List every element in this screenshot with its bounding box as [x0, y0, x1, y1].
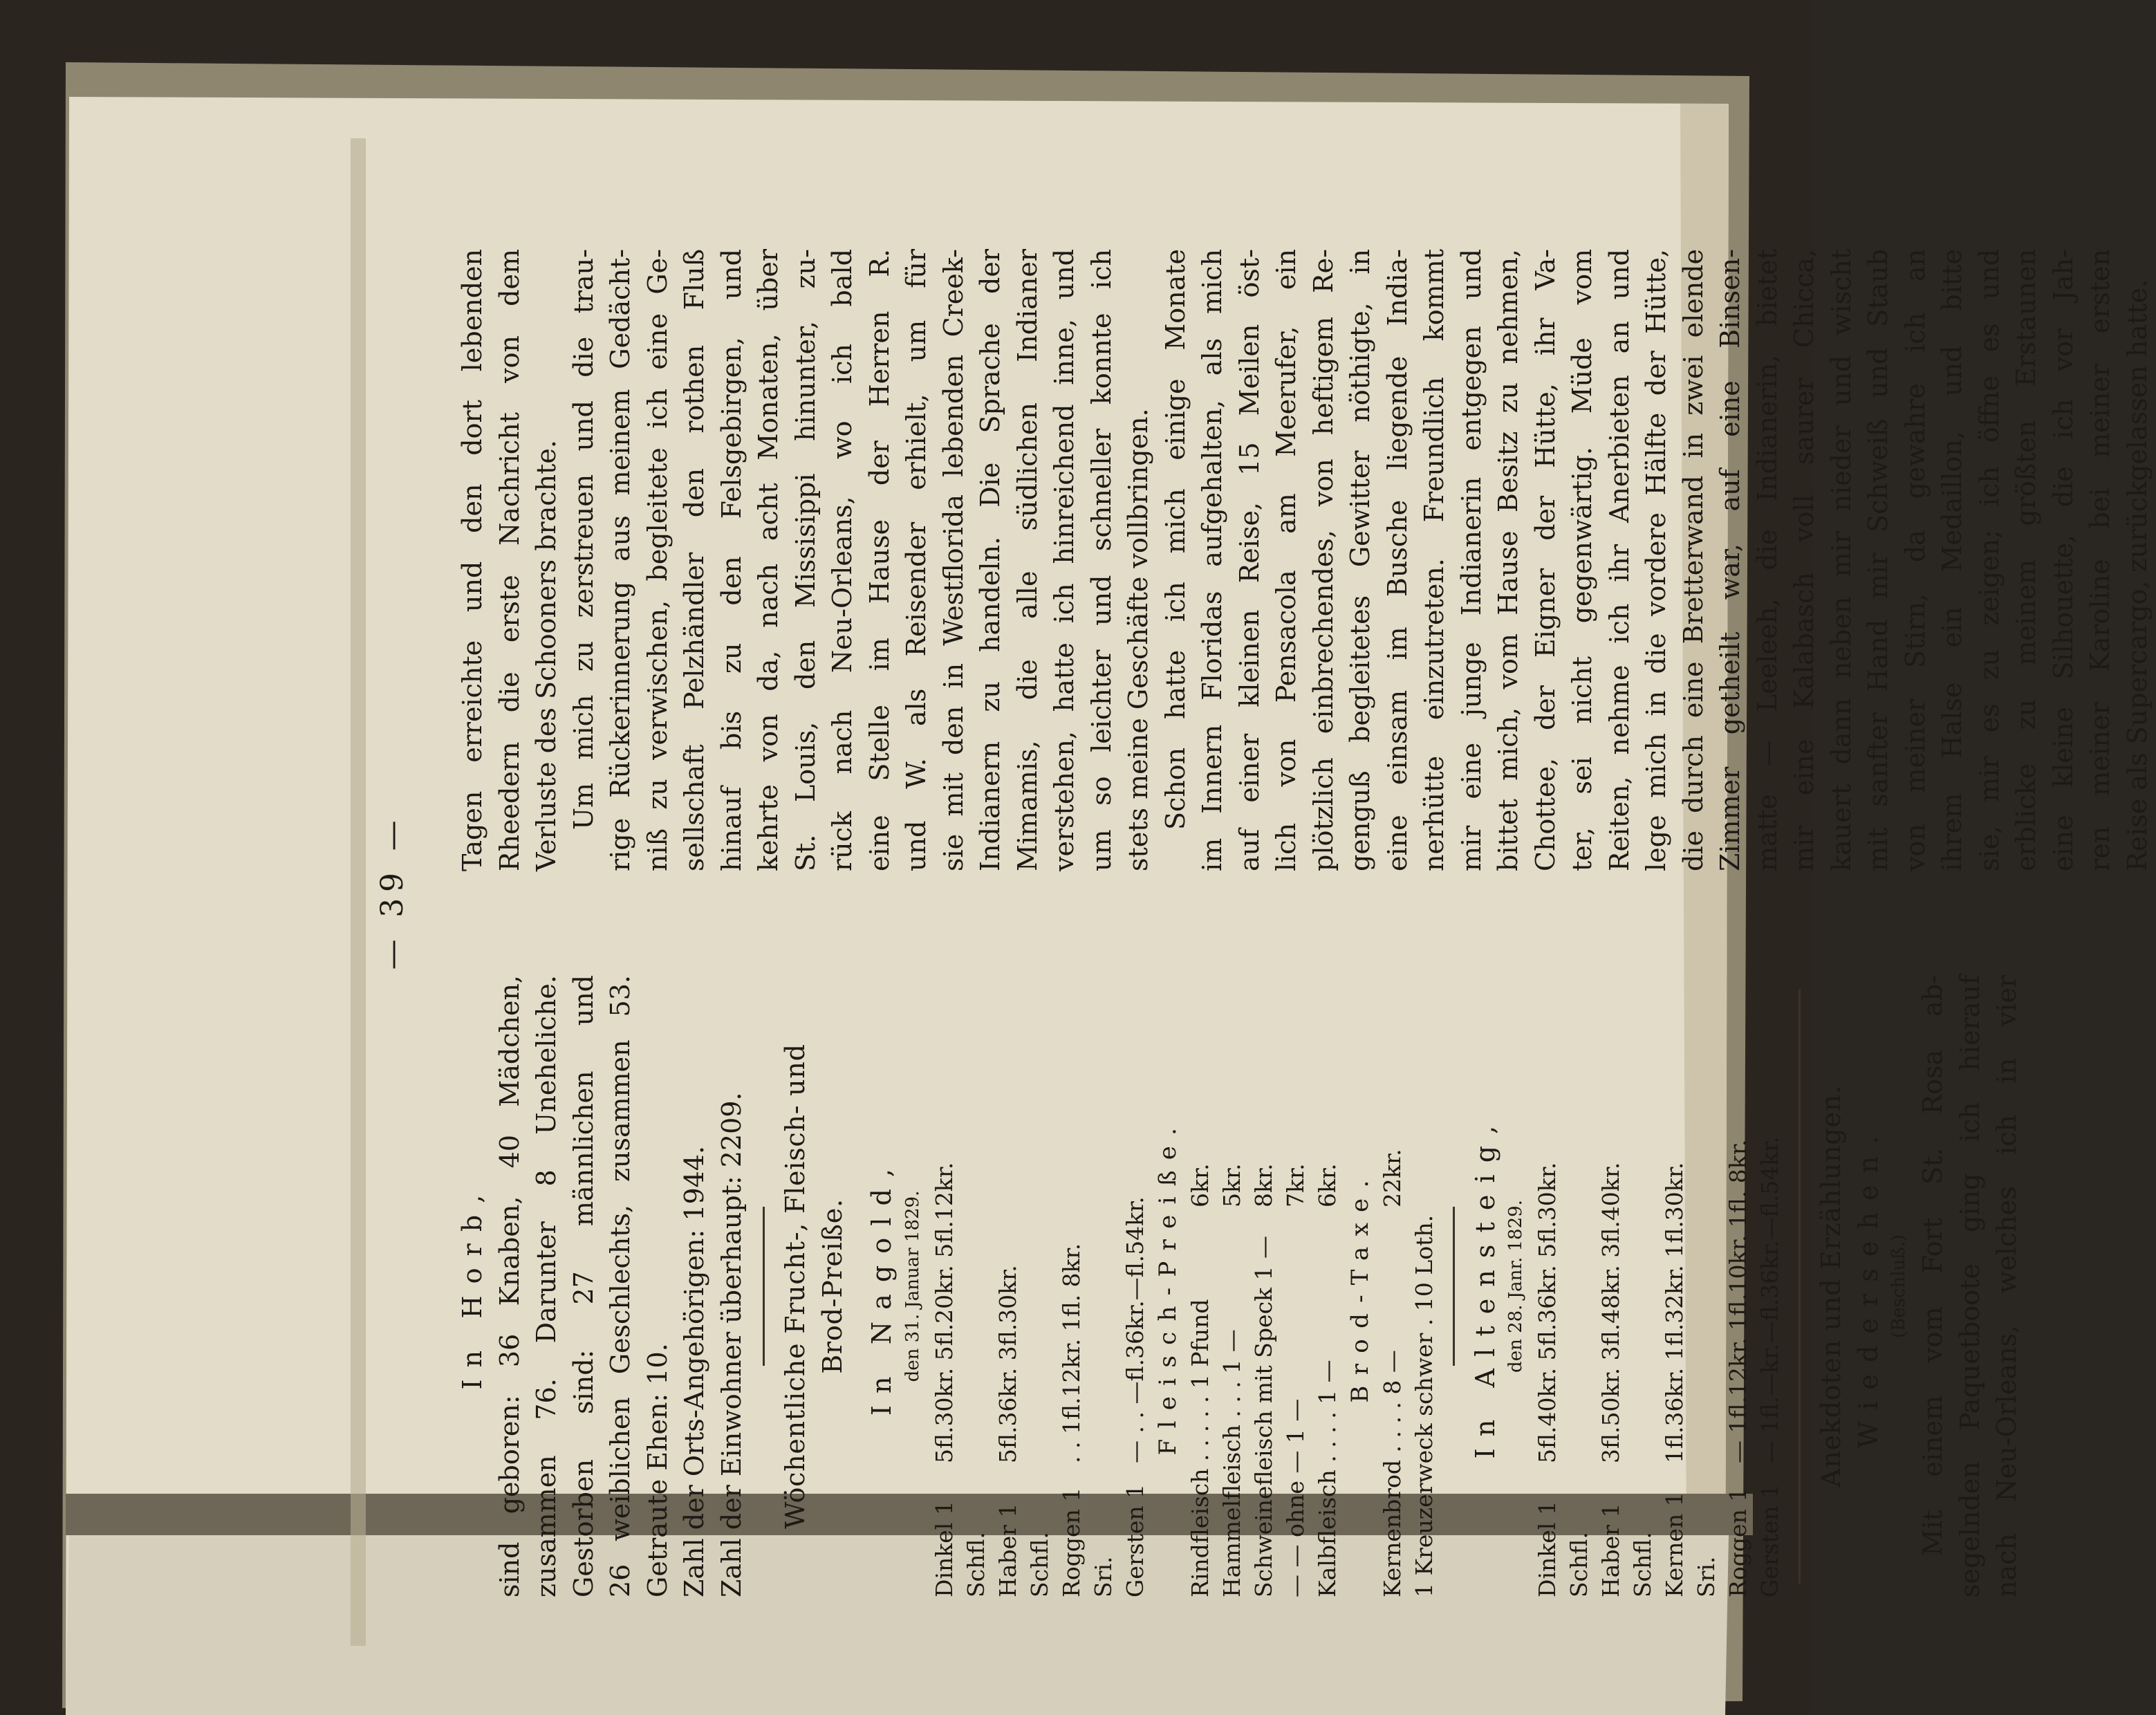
story-line: St. Louis, den Missisippi hinunter, zu- — [790, 249, 821, 871]
nagold-meat-table — [1184, 975, 1344, 1597]
story-line: Reiten, nehme ich ihr Anerbieten an und — [1604, 249, 1635, 871]
story-line: ihrem Halse ein Medaillon, und bitte — [1937, 249, 1967, 871]
page-top-edge — [351, 138, 366, 1646]
rotated-page — [337, 138, 2153, 1646]
story-line: Tagen erreichte und den dort lebenden — [457, 249, 487, 871]
horb-line: Zahl der Einwohner überhaupt: 2209. — [716, 1092, 747, 1597]
bread-price: 22kr. — [1378, 1149, 1406, 1207]
altensteig-grain-table — [1532, 975, 1786, 1597]
bread-label: 1 Kreuzerweck schwer . 10 Loth. — [1410, 1214, 1438, 1597]
story-line: nach Neu-Orleans, welches ich in vier — [1991, 975, 2022, 1597]
story-line: Zimmer getheilt war, auf eine Binsen- — [1715, 249, 1745, 871]
story-line: Chottee, der Eigner der Hütte, ihr Va- — [1530, 249, 1561, 871]
horb-line: Getraute Ehen: 10. — [642, 1343, 673, 1597]
grain-label: Gersten 1 — [1121, 1483, 1149, 1597]
story-line: Verluste des Schooners brachte. — [531, 440, 561, 871]
story-line: Indianern zu handeln. Die Sprache der — [975, 249, 1005, 871]
story-line: verstehen, hatte ich hinreichend inne, und — [1049, 249, 1079, 871]
story-line: segelnden Paquetboote ging ich hierauf — [1954, 975, 1985, 1597]
nagold-heading: In Nagold, — [866, 1156, 897, 1416]
grain-prices: . . 1fl.12kr. 1fl. 8kr. — [1057, 1243, 1085, 1463]
meat-price: 6kr. — [1186, 1163, 1214, 1207]
story-line: bittet mich, vom Hause Besitz zu nehmen, — [1493, 249, 1523, 871]
right-column-story — [454, 249, 2156, 871]
story-line: niß zu verwischen, begleitete ich eine Ge- — [642, 249, 673, 871]
story-line: lich von Pensacola am Meerufer, ein — [1271, 249, 1301, 871]
story-line: erblicke zu meinem größten Erstaunen — [2011, 249, 2041, 871]
story-line: eine Stelle im Hause der Herren R. — [864, 249, 895, 871]
meat-label: — — ohne — 1 — — [1281, 1398, 1309, 1597]
altensteig-date: den 28. Janr. 1829. — [1505, 1200, 1526, 1373]
story-line: mir eine junge Indianerin entgegen und — [1456, 249, 1487, 871]
story-line: Mit einem vom Fort St. Rosa ab- — [1917, 975, 1948, 1556]
grain-label: Haber 1 Schfl. — [994, 1503, 1053, 1597]
story-line: nerhütte einzutreten. Freundlich kommt — [1419, 249, 1449, 871]
story-line: sellschaft Pelzhändler den rothen Fluß — [679, 249, 709, 871]
grain-prices: 5fl.30kr. 5fl.20kr. 5fl.12kr. — [930, 1162, 958, 1463]
altensteig-heading: In Altensteig, — [1469, 1113, 1500, 1459]
story-line: hinauf bis zu den Felsgebirgen, und — [716, 249, 747, 871]
horb-stats — [492, 975, 751, 1597]
story-line: plötzlich einbrechendes, von heftigem Re- — [1308, 249, 1339, 871]
story-line: ren meiner Karoline bei meiner ersten — [2085, 249, 2115, 871]
horb-heading: In Horb, — [457, 1183, 487, 1390]
story-line: Mimamis, die alle südlichen Indianer — [1012, 249, 1043, 871]
grain-prices: — . . —fl.36kr.—fl.54kr. — [1121, 1196, 1149, 1463]
story-line: rige Rückerinnerung aus meinem Gedächt- — [605, 249, 635, 871]
meat-price: 8kr. — [1249, 1163, 1277, 1207]
story-line: die durch eine Bretterwand in zwei elende — [1678, 249, 1709, 871]
nagold-bread-table — [1377, 975, 1440, 1597]
grain-prices: 3fl.50kr. 3fl.48kr. 3fl.40kr. — [1597, 1162, 1624, 1463]
story-line: eine kleine Silhouette, die ich vor Jah- — [2047, 249, 2079, 871]
story-line: kauert dann neben mir nieder und wischt — [1825, 249, 1857, 871]
story-line: auf einer kleinen Reise, 15 Meilen öst- — [1234, 249, 1265, 871]
story-line: Rheedern die erste Nachricht von dem — [494, 249, 525, 871]
horb-line: Gestorben sind: 27 männlichen und — [568, 975, 599, 1597]
meat-label: Rindfleisch . . . . . 1 Pfund — [1186, 1299, 1214, 1597]
story-line: mit sanfter Hand mir Schweiß und Staub — [1863, 249, 1893, 871]
left-column — [454, 975, 2026, 1597]
horb-line: 26 weiblichen Geschlechts, zusammen 53. — [605, 975, 635, 1597]
story-line: matte — Leeleeh, die Indianerin, bietet — [1751, 249, 1783, 871]
bread-label: Kernenbrod . . . . 8 — — [1378, 1350, 1406, 1597]
story-line: um so leichter und schneller konnte ich — [1086, 249, 1117, 871]
story-line: lege mich in die vordere Hälfte der Hütte, — [1641, 249, 1671, 871]
story-line: Schon hatte ich mich einige Monate — [1160, 249, 1191, 830]
story-line: stets meine Geschäfte vollbringen. — [1123, 408, 1153, 871]
story-line: kehrte von da, nach acht Monaten, über — [753, 249, 783, 871]
story-line: genguß begleitetes Gewitter nöthigte, in — [1345, 249, 1375, 871]
meat-label: Hammelfleisch . . . 1 — — [1218, 1329, 1245, 1597]
story-line: rück nach Neu-Orleans, wo ich bald — [827, 249, 857, 871]
story-line: Um mich zu zerstreuen und die trau- — [568, 249, 599, 830]
grain-prices: — 1fl.12kr. 1fl.10kr. 1fl. 8kr. — [1725, 1139, 1751, 1463]
story-line: von meiner Stirn, da gewahre ich an — [1899, 249, 1931, 871]
horb-line: zusammen 76. Darunter 8 Uneheliche. — [531, 975, 561, 1597]
grain-label: Roggen 1 — [1725, 1487, 1751, 1597]
grain-label: Haber 1 Schfl. — [1597, 1503, 1656, 1597]
meat-heading: Fleisch-Preiße. — [1153, 1117, 1182, 1456]
section-rule — [763, 1207, 765, 1366]
story-line: Reise als Supercargo, zurückgelassen hatte. — [2121, 279, 2153, 871]
anecdotes-title: Anekdoten und Erzählungen. — [1816, 1085, 1846, 1487]
horb-line: sind geboren: 36 Knaben, 40 Mädchen, — [494, 975, 525, 1597]
story-line: ter, sei nicht gegenwärtig. Müde vom — [1567, 249, 1597, 871]
story-title: Wiedersehen. — [1852, 1124, 1884, 1449]
meat-price: 5kr. — [1218, 1163, 1245, 1207]
page-number: — 39 — — [375, 814, 410, 970]
story-line: im Innern Floridas aufgehalten, als mich — [1197, 249, 1227, 871]
meat-price: 6kr. — [1313, 1163, 1341, 1207]
nagold-date: den 31. Januar 1829. — [902, 1190, 923, 1382]
grain-prices: 1fl.36kr. 1fl.32kr. 1fl.30kr. — [1661, 1162, 1688, 1463]
grain-prices: — 1fl.—kr.—fl.36kr.—fl.54kr. — [1756, 1136, 1783, 1463]
grain-prices: 5fl.36kr. 3fl.30kr. — [994, 1265, 1021, 1463]
grain-label: Kernen 1 Sri. — [1661, 1492, 1720, 1597]
story-line: mir eine Kalabasch voll saurer Chicca, — [1789, 249, 1819, 871]
bread-heading: Brod-Taxe. — [1346, 1169, 1374, 1403]
story-line: sie, mir es zu zeigen; ich öffne es und — [1973, 249, 2005, 871]
story-note: (Beschluß.) — [1888, 1234, 1909, 1339]
grain-label: Gersten 1 — [1756, 1483, 1783, 1597]
meat-label: Schweinefleisch mit Speck 1 — — [1249, 1235, 1277, 1597]
story-line: und W. als Reisender erhielt, um für — [901, 249, 931, 871]
story-line: sie mit den in Westflorida lebenden Creek- — [938, 249, 969, 871]
horb-line: Zahl der Orts-Angehörigen: 1944. — [679, 1145, 709, 1597]
nagold-grain-table — [929, 975, 1151, 1597]
bread-price — [1409, 975, 1440, 1207]
anecdote-opening — [1915, 975, 2026, 1597]
meat-price: 7kr. — [1281, 1163, 1309, 1207]
section-rule — [1453, 1207, 1455, 1366]
prices-title: Wöchentliche Frucht-, Fleisch- und — [780, 1044, 810, 1529]
grain-prices: 5fl.40kr. 5fl.36kr. 5fl.30kr. — [1534, 1162, 1561, 1463]
section-rule — [1799, 989, 1801, 1584]
grain-label: Roggen 1 Sri. — [1057, 1487, 1117, 1597]
meat-label: Kalbfleisch . . . . 1 — — [1313, 1360, 1341, 1597]
story-line: eine einsam im Busche liegende India- — [1382, 249, 1413, 871]
grain-label: Dinkel 1 Schfl. — [930, 1501, 989, 1597]
grain-label: Dinkel 1 Schfl. — [1534, 1501, 1592, 1597]
prices-title: Brod-Preiße. — [817, 1198, 848, 1374]
